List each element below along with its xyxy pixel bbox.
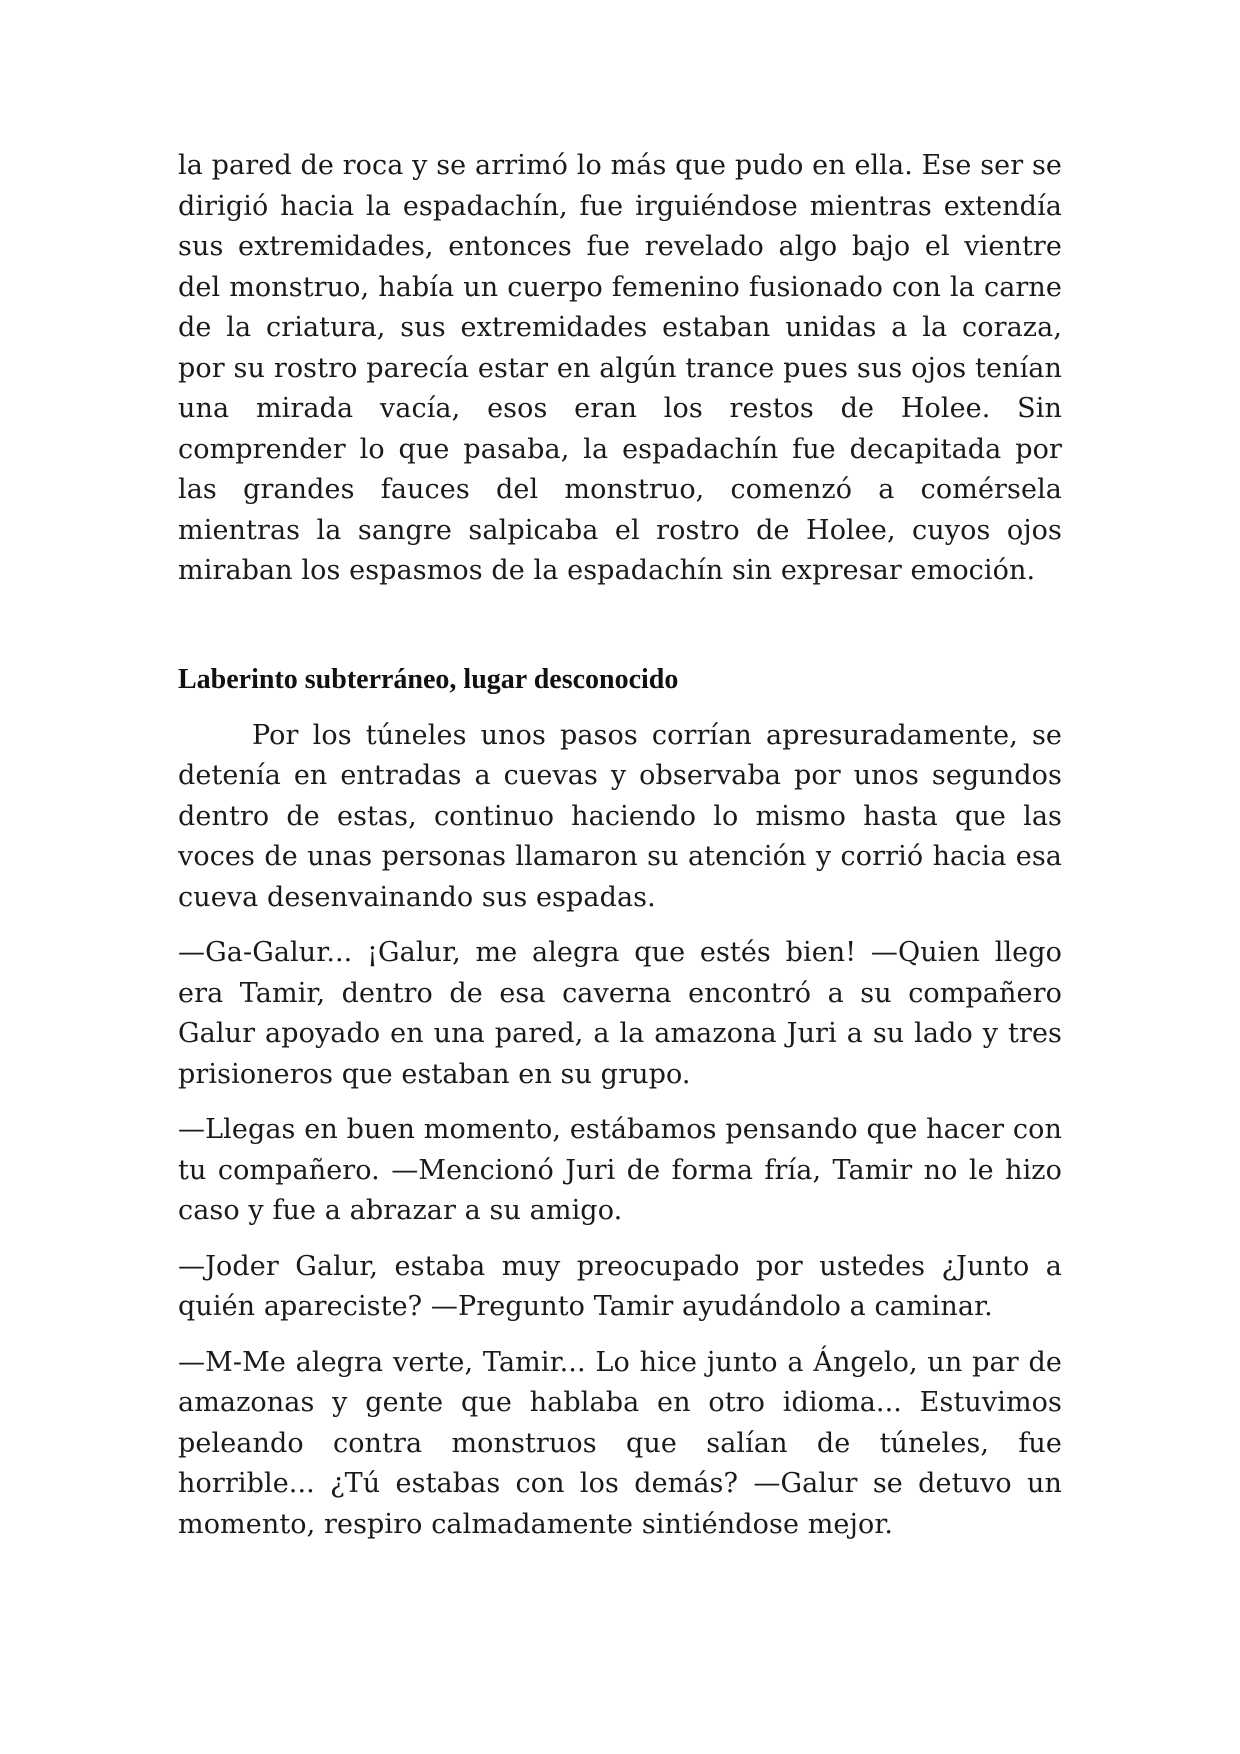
section-heading: Laberinto subterráneo, lugar desconocido (178, 663, 679, 695)
dialogue-paragraph: —Llegas en buen momento, estábamos pensando que hacer con tu compañero. —Mencionó Juri de forma fría, Tamir no le hizo caso y fue a abrazar a su amigo. (178, 1114, 1062, 1226)
opening-paragraph: la pared de roca y se arrimó lo más que pudo en ella. Ese ser se dirigió hacia la espadachín, fue irguiéndose mientras extendía sus extremidades, entonces fue revelado algo bajo el vientre del monstruo, había un cuerpo femenino fusionado con la carne de la criatura, sus extremidades estaban unidas a la coraza, por su rostro parecía estar en algún trance pues sus ojos tenían una mirada vacía, esos eran los restos de Holee. Sin comprender lo que pasaba, la espadachín fue decapitada por las grandes fauces del monstruo, comenzó a comérsela mientras la sangre salpicaba el rostro de Holee, cuyos ojos miraban los espasmos de la espadachín sin expresar emoción. (178, 150, 1062, 586)
dialogue-paragraph: —Ga-Galur... ¡Galur, me alegra que estés bien! —Quien llego era Tamir, dentro de esa caverna encontró a su compañero Galur apoyado en una pared, a la amazona Juri a su lado y tres prisioneros que estaban en su grupo. (178, 937, 1062, 1090)
document-page (178, 146, 1062, 1545)
dialogue-paragraph: —M-Me alegra verte, Tamir... Lo hice junto a Ángelo, un par de amazonas y gente que hablaba en otro idioma... Estuvimos peleando contra monstruos que salían de túneles, fue horrible... ¿Tú estabas con los demás? —Galur se detuvo un momento, respiro calmadamente sintiéndose mejor. (178, 1346, 1062, 1540)
dialogue-paragraph: —Joder Galur, estaba muy preocupado por ustedes ¿Junto a quién apareciste? —Pregunto Tamir ayudándolo a caminar. (178, 1250, 1062, 1322)
narrative-paragraph: Por los túneles unos pasos corrían apresuradamente, se detenía en entradas a cuevas y observaba por unos segundos dentro de estas, continuo haciendo lo mismo hasta que las voces de unas personas llamaron su atención y corrió hacia esa cueva desenvainando sus espadas. (178, 719, 1062, 913)
